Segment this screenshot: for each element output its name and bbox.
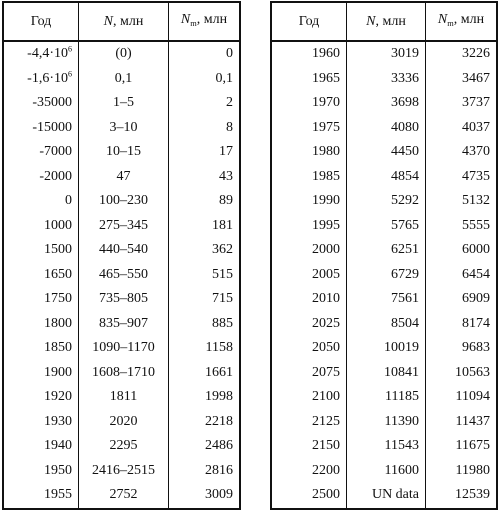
table-row [3, 116, 240, 141]
cell-year: 1500 [44, 242, 72, 257]
cell-year: 2500 [312, 487, 340, 502]
cell-n: 6251 [347, 238, 426, 263]
cell-year: 2200 [312, 462, 340, 478]
cell-nm: 10563 [426, 361, 498, 386]
cell-year: 1800 [44, 315, 72, 331]
cell-nm: 5132 [426, 189, 498, 214]
cell-year: 1950 [44, 462, 72, 478]
cell-year: -15000 [32, 119, 72, 135]
cell-nm: 4037 [426, 116, 498, 141]
cell-year: -2000 [39, 168, 72, 184]
table-row [271, 336, 497, 361]
cell-nm: 0,1 [169, 67, 241, 92]
cell-n: 47 [79, 165, 169, 190]
left-table-body [3, 41, 240, 509]
table-row [3, 336, 240, 361]
cell-year: 1960 [312, 46, 340, 61]
cell-n: 4450 [347, 140, 426, 165]
table-row [271, 214, 497, 239]
cell-nm: 11094 [426, 385, 498, 410]
cell-year: $-1,6\cdot 10^6$ [27, 68, 72, 86]
right-table-body [271, 41, 497, 509]
cell-n: 440–540 [79, 238, 169, 263]
cell-year: 1990 [312, 193, 340, 208]
cell-n: 11600 [347, 459, 426, 484]
cell-n: 8504 [347, 312, 426, 337]
table-row [3, 91, 240, 116]
cell-n: 0,1 [79, 67, 169, 92]
cell-nm: 89 [169, 189, 241, 214]
table-row [271, 140, 497, 165]
cell-n: 10019 [347, 336, 426, 361]
cell-year: 2000 [312, 242, 340, 257]
cell-nm: 11980 [426, 459, 498, 484]
cell-nm: 6909 [426, 287, 498, 312]
cell-year: 0 [65, 193, 72, 208]
cell-nm: 6454 [426, 263, 498, 288]
table-row [3, 312, 240, 337]
table-row [3, 165, 240, 190]
cell-n: 1811 [79, 385, 169, 410]
cell-n: 465–550 [79, 263, 169, 288]
cell-nm: 11675 [426, 434, 498, 459]
cell-nm: 43 [169, 165, 241, 190]
table-row [3, 140, 240, 165]
cell-nm: 8174 [426, 312, 498, 337]
cell-year: -35000 [32, 95, 72, 110]
cell-n: 2416–2515 [79, 459, 169, 484]
table-row [3, 41, 240, 67]
cell-year: 1975 [312, 119, 340, 135]
cell-year: 2010 [312, 291, 340, 306]
cell-n: 4080 [347, 116, 426, 141]
cell-n: (0) [79, 41, 169, 67]
cell-nm: 8 [169, 116, 241, 141]
cell-year: $-4,4\cdot 10^6$ [27, 44, 72, 61]
cell-nm: 12539 [426, 483, 498, 509]
cell-nm: 885 [169, 312, 241, 337]
cell-n: 275–345 [79, 214, 169, 239]
table-row [3, 361, 240, 386]
header-year: Год [3, 2, 79, 41]
header-row [271, 2, 497, 41]
cell-n: 4854 [347, 165, 426, 190]
header-nm: $N_m$, млн [426, 2, 498, 41]
cell-n: 2752 [79, 483, 169, 509]
cell-n: 5765 [347, 214, 426, 239]
table-row [271, 165, 497, 190]
cell-year: 1955 [44, 487, 72, 502]
cell-year: -7000 [39, 144, 72, 159]
cell-n: 11185 [347, 385, 426, 410]
cell-nm: 1998 [169, 385, 241, 410]
cell-nm: 6000 [426, 238, 498, 263]
table-row [271, 410, 497, 435]
cell-nm: 3009 [169, 483, 241, 509]
cell-year: 1980 [312, 144, 340, 159]
cell-year: 2005 [312, 266, 340, 282]
cell-n: 100–230 [79, 189, 169, 214]
table-row [3, 189, 240, 214]
header-nm: $N_m$, млн [169, 2, 241, 41]
cell-year: 2150 [312, 438, 340, 453]
table-row [3, 67, 240, 92]
cell-nm: 1661 [169, 361, 241, 386]
cell-year: 1995 [312, 217, 340, 233]
cell-n: 735–805 [79, 287, 169, 312]
cell-n: 5292 [347, 189, 426, 214]
cell-nm: 2218 [169, 410, 241, 435]
cell-nm: 715 [169, 287, 241, 312]
cell-n: 3336 [347, 67, 426, 92]
cell-n: 835–907 [79, 312, 169, 337]
cell-nm: 2486 [169, 434, 241, 459]
cell-nm: 2 [169, 91, 241, 116]
cell-nm: 3226 [426, 41, 498, 67]
table-row [271, 41, 497, 67]
cell-year: 2100 [312, 389, 340, 404]
cell-n: 10841 [347, 361, 426, 386]
population-table-right [270, 1, 498, 510]
cell-n: 1–5 [79, 91, 169, 116]
cell-nm: 4735 [426, 165, 498, 190]
cell-nm: 515 [169, 263, 241, 288]
cell-year: 2025 [312, 315, 340, 331]
cell-year: 1965 [312, 70, 340, 86]
cell-n: 1090–1170 [79, 336, 169, 361]
cell-n: 2020 [79, 410, 169, 435]
cell-nm: 17 [169, 140, 241, 165]
table-row [3, 459, 240, 484]
cell-nm: 2816 [169, 459, 241, 484]
cell-n: 7561 [347, 287, 426, 312]
table-row [3, 483, 240, 509]
cell-n: 6729 [347, 263, 426, 288]
table-row [271, 312, 497, 337]
cell-n: 3019 [347, 41, 426, 67]
cell-year: 1850 [44, 340, 72, 355]
cell-year: 2075 [312, 364, 340, 380]
table-row [271, 116, 497, 141]
table-row [271, 67, 497, 92]
cell-year: 1900 [44, 364, 72, 380]
cell-n: 11543 [347, 434, 426, 459]
table-row [271, 91, 497, 116]
cell-n: 2295 [79, 434, 169, 459]
header-year: Год [271, 2, 347, 41]
table-row [3, 238, 240, 263]
cell-nm: 3467 [426, 67, 498, 92]
table-row [3, 214, 240, 239]
cell-n: 10–15 [79, 140, 169, 165]
cell-year: 1650 [44, 266, 72, 282]
header-row [3, 2, 240, 41]
table-row [271, 483, 497, 509]
cell-nm: 11437 [426, 410, 498, 435]
cell-nm: 5555 [426, 214, 498, 239]
population-table-left [2, 1, 241, 510]
table-row [271, 189, 497, 214]
cell-nm: 181 [169, 214, 241, 239]
cell-n: UN data [347, 483, 426, 509]
table-row [271, 385, 497, 410]
cell-n: 3698 [347, 91, 426, 116]
cell-year: 1920 [44, 389, 72, 404]
header-n: N, млн [79, 2, 169, 41]
cell-year: 1970 [312, 95, 340, 110]
table-row [271, 238, 497, 263]
table-row [3, 263, 240, 288]
cell-nm: 1158 [169, 336, 241, 361]
table-row [271, 361, 497, 386]
table-row [271, 287, 497, 312]
header-n: N, млн [347, 2, 426, 41]
cell-year: 1750 [44, 291, 72, 306]
cell-year: 2050 [312, 340, 340, 355]
cell-year: 1930 [44, 413, 72, 429]
cell-nm: 3737 [426, 91, 498, 116]
table-row [271, 459, 497, 484]
cell-nm: 4370 [426, 140, 498, 165]
table-row [3, 385, 240, 410]
cell-year: 1000 [44, 217, 72, 233]
cell-year: 1985 [312, 168, 340, 184]
cell-nm: 362 [169, 238, 241, 263]
cell-year: 2125 [312, 413, 340, 429]
table-row [3, 434, 240, 459]
table-row [271, 434, 497, 459]
table-row [271, 263, 497, 288]
table-row [3, 287, 240, 312]
cell-nm: 9683 [426, 336, 498, 361]
cell-n: 3–10 [79, 116, 169, 141]
cell-n: 1608–1710 [79, 361, 169, 386]
cell-n: 11390 [347, 410, 426, 435]
cell-year: 1940 [44, 438, 72, 453]
table-row [3, 410, 240, 435]
cell-nm: 0 [169, 41, 241, 67]
